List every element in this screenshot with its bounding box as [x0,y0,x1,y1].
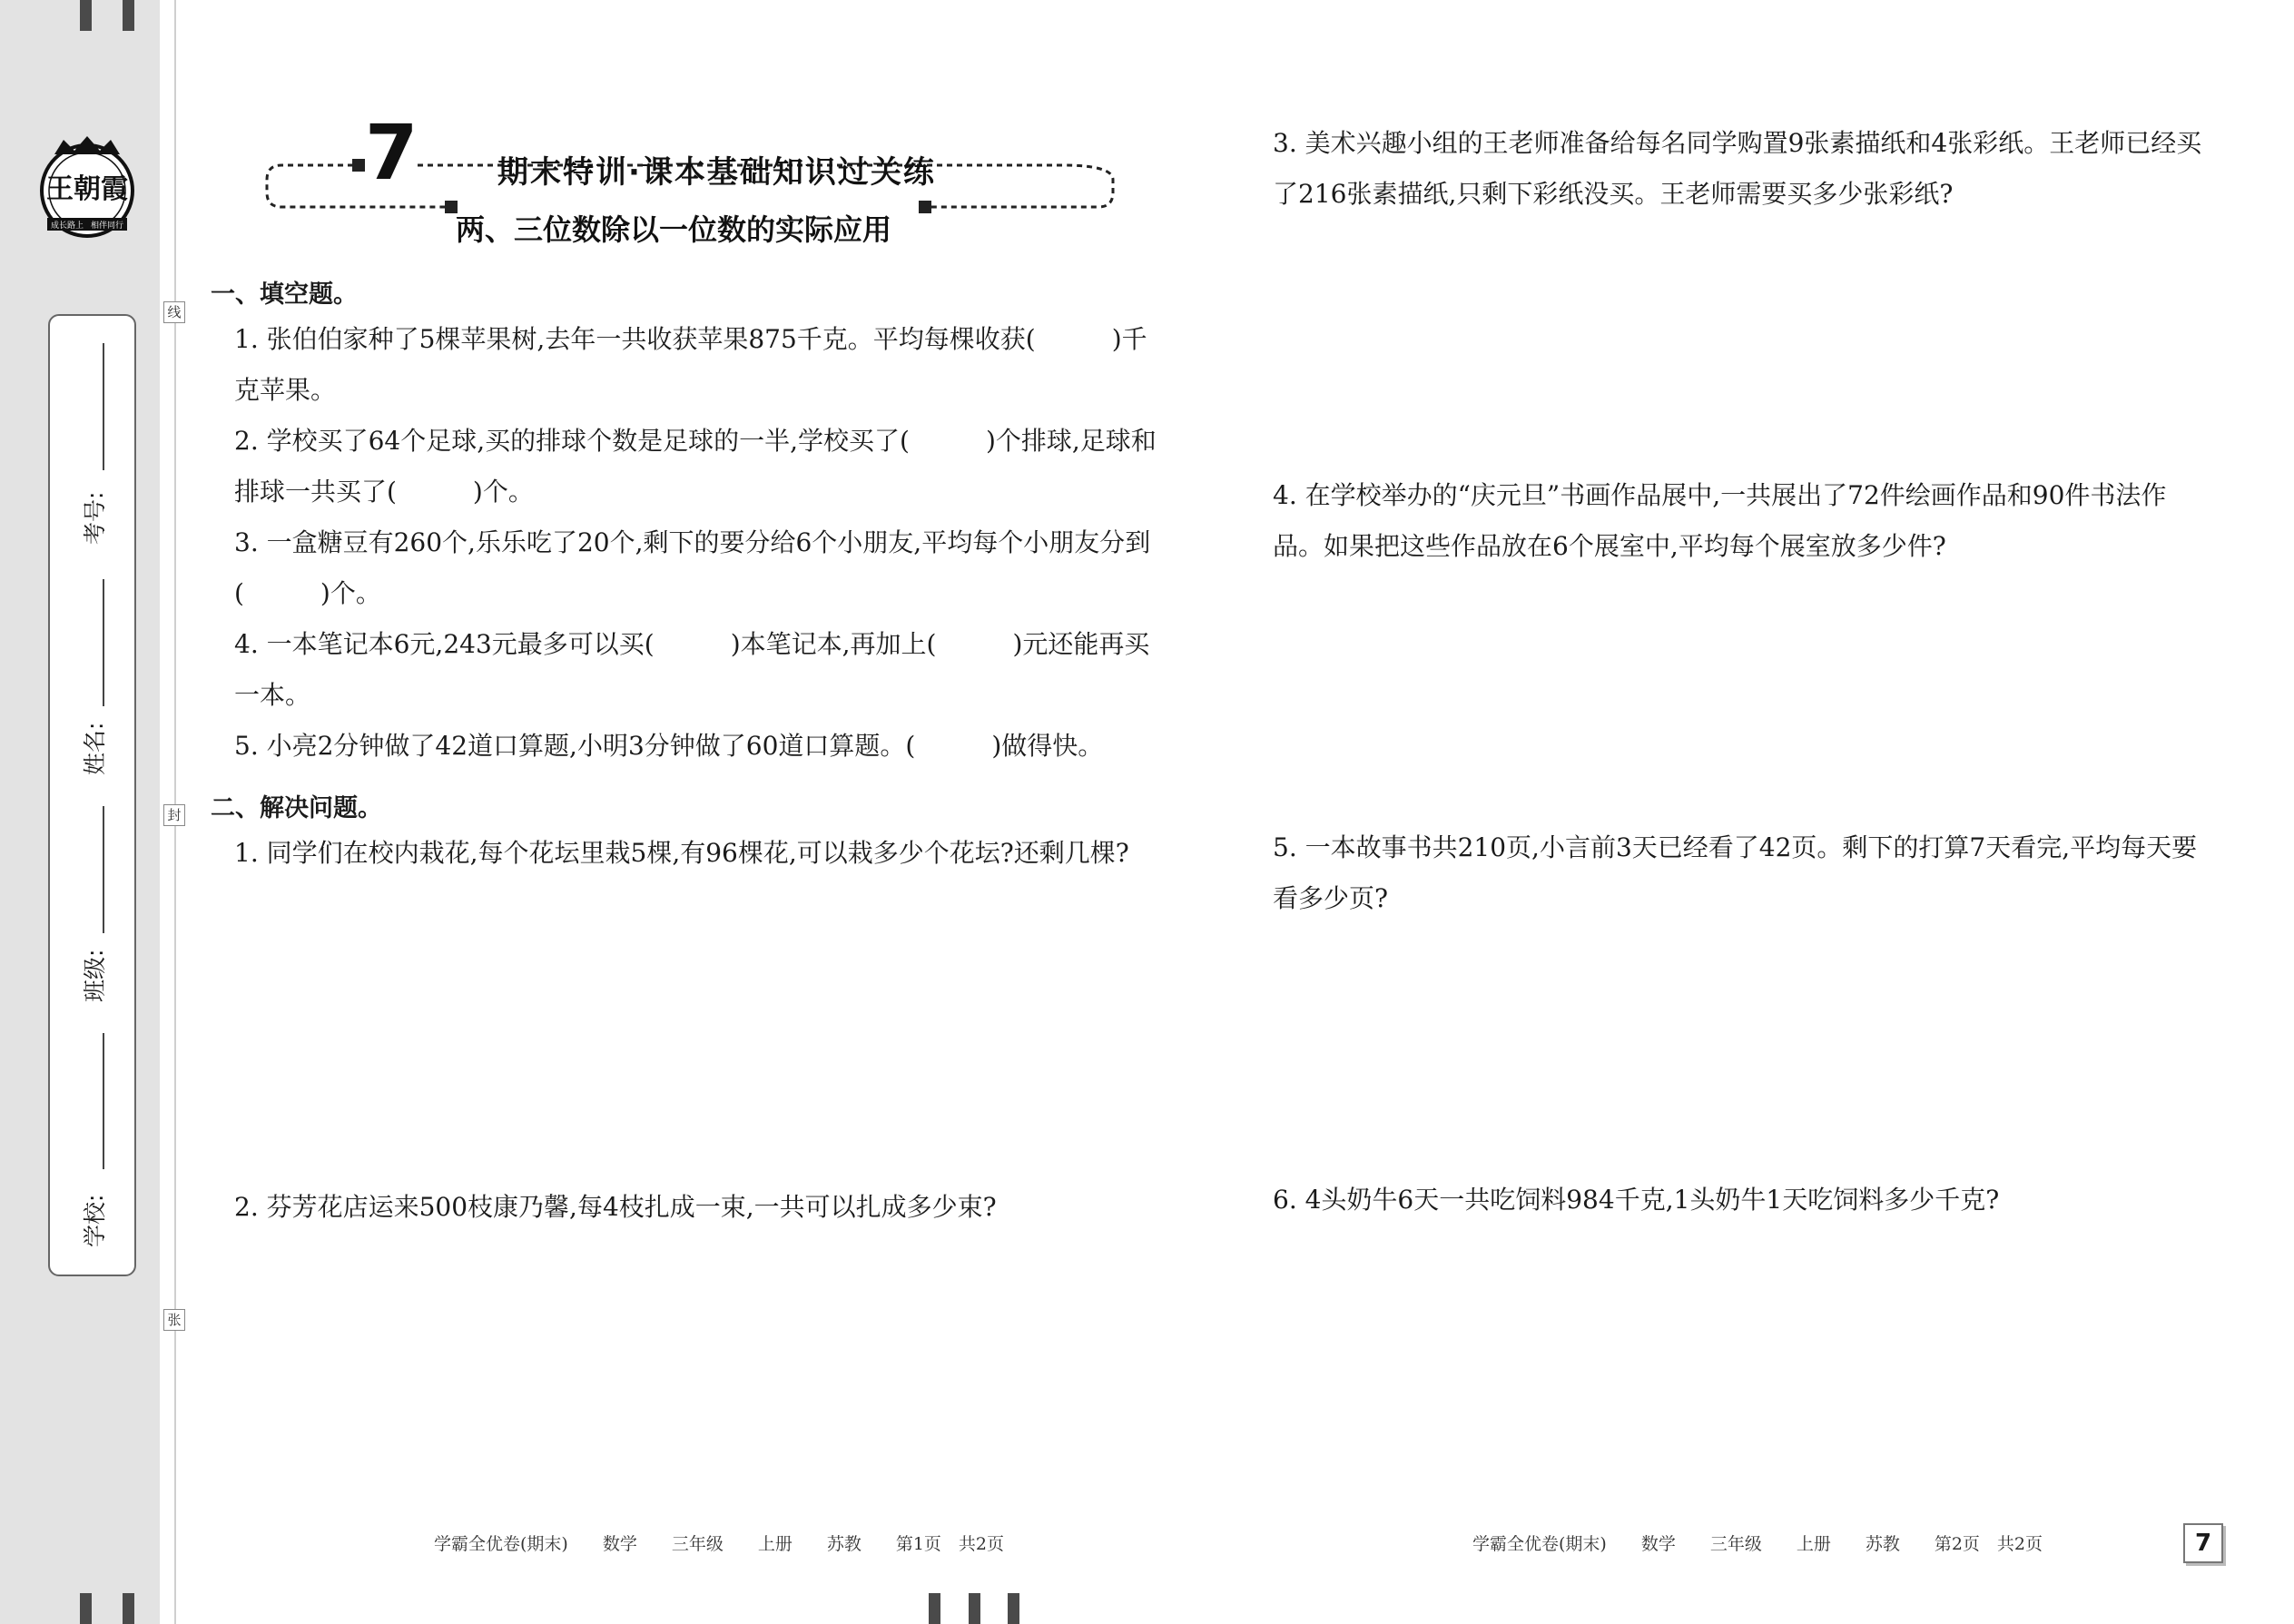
class-line [103,806,104,933]
registration-mark [969,1593,980,1624]
exam-no-line [103,343,104,470]
logo-brand-text: 王朝霞 [46,173,128,205]
registration-mark [123,1593,134,1624]
fill-question-1: 1. 张伯伯家种了5棵苹果树,去年一共收获苹果875千克。平均每棵收获( )千克苹果。 [234,324,1147,405]
section-problem-title: 二、解决问题。 [211,794,382,822]
name-label: 姓名: [82,722,108,775]
seal-mark-seal: 封 [163,804,185,826]
problem-question-1: 1. 同学们在校内栽花,每个花坛里栽5棵,有96棵花,可以栽多少个花坛?还剩几棵? [234,838,1129,868]
problem-question-5: 5. 一本故事书共210页,小言前3天已经看了42页。剩下的打算7天看完,平均每天要看多少页? [1273,832,2198,913]
logo-motto-right: 相伴同行 [90,221,124,231]
problem-question-2: 2. 芬芳花店运来500枝康乃馨,每4枝扎成一束,一共可以扎成多少束? [234,1192,997,1222]
problem-question-4: 4. 在学校举办的“庆元旦”书画作品展中,一共展出了72件绘画作品和90件书法作品。如果把这些作品放在6个展室中,平均每个展室放多少件? [1273,480,2167,561]
problem-question-6: 6. 4头奶牛6天一共吃饲料984千克,1头奶牛1天吃饲料多少千克? [1273,1185,2000,1215]
exam-no-label: 考号: [82,491,108,545]
seal-mark-tie: 张 [163,1309,185,1331]
school-label: 学校: [82,1194,108,1247]
brand-logo [34,134,140,240]
name-line [103,579,104,706]
footer-right: 学霸全优卷(期末) 数学 三年级 上册 苏教 第2页 共2页 [1472,1534,2043,1554]
page-subtitle: 两、三位数除以一位数的实际应用 [456,212,892,247]
page-number-badge: 7 [2183,1523,2223,1563]
fill-question-2: 2. 学校买了64个足球,买的排球个数是足球的一半,学校买了( )个排球,足球和排球一共买了( )个。 [234,426,1157,507]
page-title: 期末特训·课本基础知识过关练 [497,154,936,191]
registration-mark [929,1593,940,1624]
footer-left: 学霸全优卷(期末) 数学 三年级 上册 苏教 第1页 共2页 [434,1534,1005,1554]
registration-mark [123,0,134,31]
school-line [103,1033,104,1169]
class-label: 班级: [82,949,108,1002]
seal-mark-line: 线 [163,301,185,323]
registration-mark [1008,1593,1019,1624]
fill-question-5: 5. 小亮2分钟做了42道口算题,小明3分钟做了60道口算题。( )做得快。 [234,731,1104,761]
unit-number: 7 [365,108,418,197]
problem-question-3: 3. 美术兴趣小组的王老师准备给每名同学购置9张素描纸和4张彩纸。王老师已经买了216张素描纸,只剩下彩纸没买。王老师需要买多少张彩纸? [1273,128,2202,209]
section-fill-in-title: 一、填空题。 [211,281,358,309]
fill-question-4: 4. 一本笔记本6元,243元最多可以买( )本笔记本,再加上( )元还能再买一本。 [234,629,1150,710]
student-info-box [48,314,136,1276]
registration-mark [80,1593,92,1624]
registration-mark [80,0,92,31]
logo-motto-left: 成长路上 [50,221,84,231]
fill-question-3: 3. 一盒糖豆有260个,乐乐吃了20个,剩下的要分给6个小朋友,平均每个小朋友分到( )个。 [234,527,1151,608]
